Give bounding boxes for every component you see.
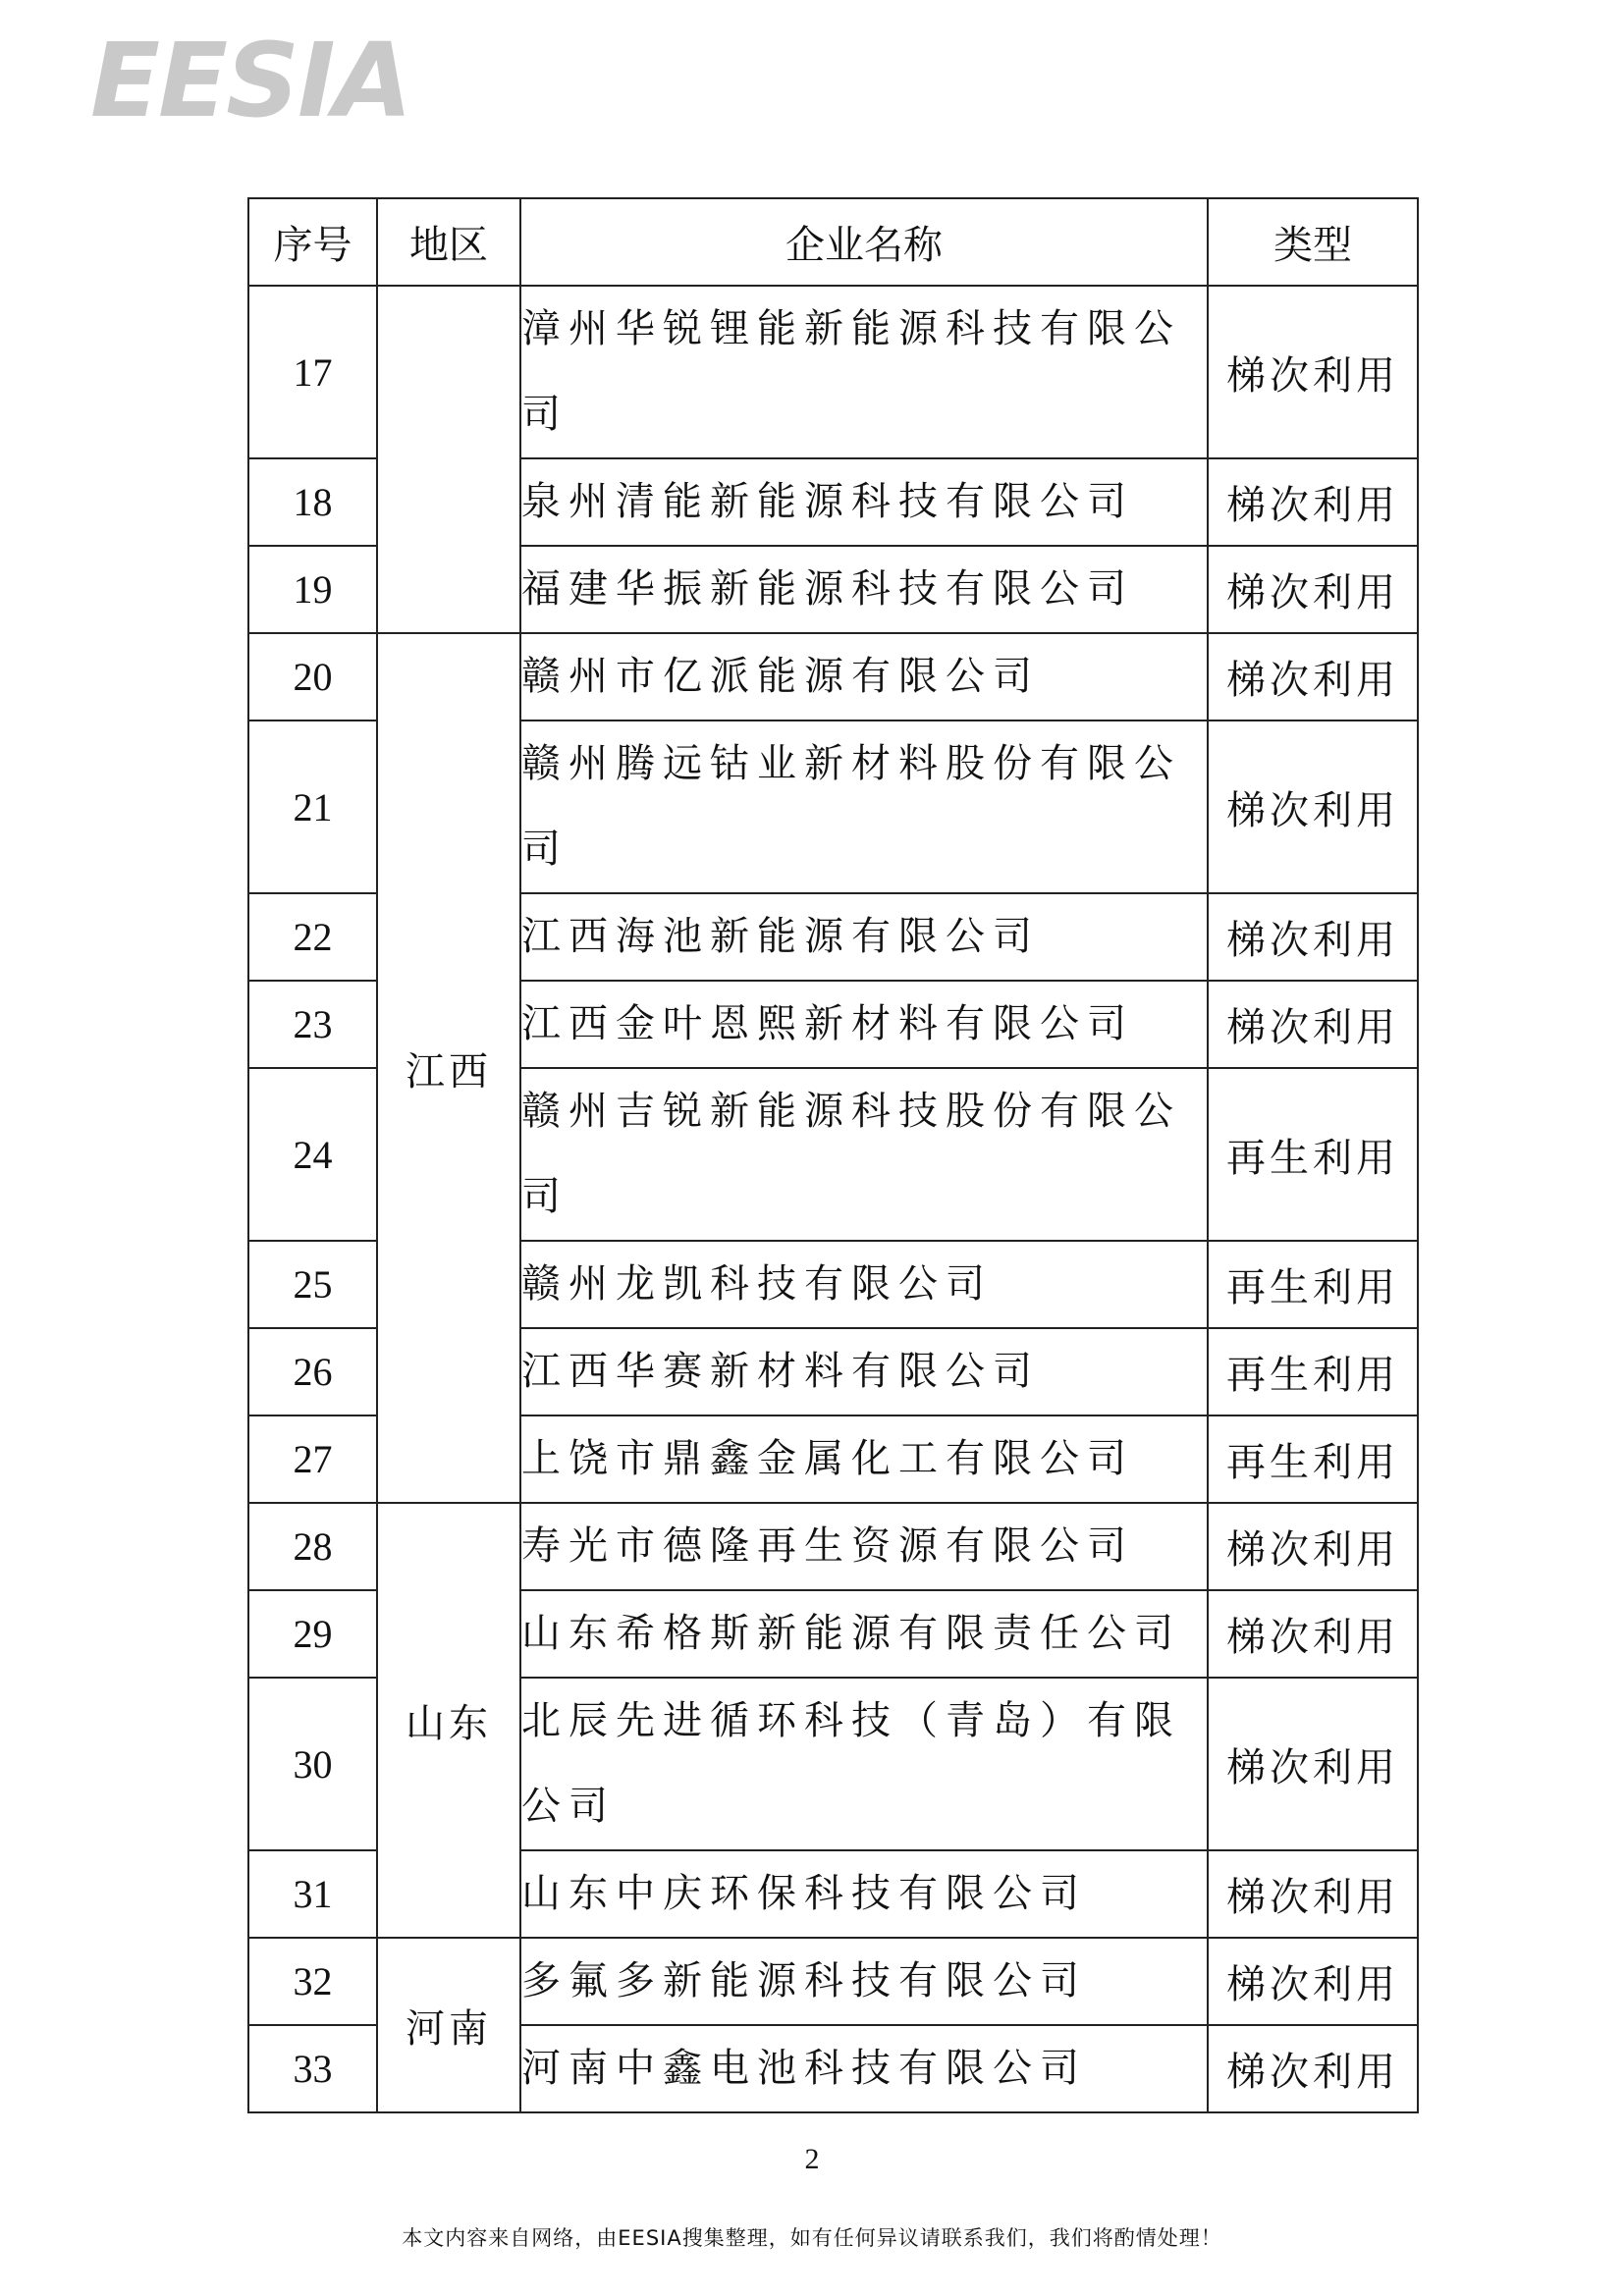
row-no: 18	[248, 458, 377, 546]
company-name: 上饶市鼎鑫金属化工有限公司	[520, 1415, 1208, 1503]
type-cell: 梯次利用	[1208, 2025, 1418, 2112]
row-no: 17	[248, 286, 377, 458]
row-no: 30	[248, 1678, 377, 1850]
row-no: 22	[248, 893, 377, 981]
table-row	[248, 1503, 1418, 1590]
page-number: 2	[804, 2143, 820, 2175]
type-cell: 再生利用	[1208, 1241, 1418, 1328]
company-name: 赣州吉锐新能源科技股份有限公司	[520, 1068, 1208, 1241]
header-type: 类型	[1208, 198, 1418, 286]
row-no: 25	[248, 1241, 377, 1328]
table-row	[248, 1938, 1418, 2025]
company-name: 寿光市德隆再生资源有限公司	[520, 1503, 1208, 1590]
header-name: 企业名称	[520, 198, 1208, 286]
type-cell: 梯次利用	[1208, 1678, 1418, 1850]
company-name: 赣州腾远钴业新材料股份有限公司	[520, 721, 1208, 893]
row-no: 26	[248, 1328, 377, 1415]
header-no: 序号	[248, 198, 377, 286]
type-cell: 梯次利用	[1208, 286, 1418, 458]
table-row	[248, 286, 1418, 458]
row-no: 29	[248, 1590, 377, 1678]
company-name: 赣州市亿派能源有限公司	[520, 633, 1208, 721]
table-header-row	[248, 198, 1418, 286]
row-no: 21	[248, 721, 377, 893]
row-no: 32	[248, 1938, 377, 2025]
row-no: 28	[248, 1503, 377, 1590]
region-cell-henan: 河南	[377, 1938, 520, 2112]
type-cell: 梯次利用	[1208, 458, 1418, 546]
company-name: 山东希格斯新能源有限责任公司	[520, 1590, 1208, 1678]
company-name: 江西金叶恩熙新材料有限公司	[520, 981, 1208, 1068]
company-name: 多氟多新能源科技有限公司	[520, 1938, 1208, 2025]
type-cell: 梯次利用	[1208, 1850, 1418, 1938]
company-name: 北辰先进循环科技（青岛）有限公司	[520, 1678, 1208, 1850]
type-cell: 梯次利用	[1208, 546, 1418, 633]
eesia-logo: EESIA	[90, 21, 411, 140]
row-no: 31	[248, 1850, 377, 1938]
row-no: 19	[248, 546, 377, 633]
footer-disclaimer: 本文内容来自网络，由EESIA搜集整理，如有任何异议请联系我们，我们将酌情处理！	[402, 2226, 1222, 2250]
type-cell: 梯次利用	[1208, 1503, 1418, 1590]
type-cell: 再生利用	[1208, 1068, 1418, 1241]
row-no: 33	[248, 2025, 377, 2112]
type-cell: 梯次利用	[1208, 893, 1418, 981]
type-cell: 再生利用	[1208, 1328, 1418, 1415]
region-cell-jiangxi: 江西	[377, 633, 520, 1503]
company-name: 福建华振新能源科技有限公司	[520, 546, 1208, 633]
company-name: 河南中鑫电池科技有限公司	[520, 2025, 1208, 2112]
type-cell: 再生利用	[1208, 1415, 1418, 1503]
company-name: 江西华赛新材料有限公司	[520, 1328, 1208, 1415]
table-row	[248, 633, 1418, 721]
company-name: 赣州龙凯科技有限公司	[520, 1241, 1208, 1328]
company-name: 泉州清能新能源科技有限公司	[520, 458, 1208, 546]
type-cell: 梯次利用	[1208, 981, 1418, 1068]
type-cell: 梯次利用	[1208, 721, 1418, 893]
row-no: 24	[248, 1068, 377, 1241]
type-cell: 梯次利用	[1208, 1590, 1418, 1678]
company-name: 江西海池新能源有限公司	[520, 893, 1208, 981]
company-name: 山东中庆环保科技有限公司	[520, 1850, 1208, 1938]
region-cell-fujian	[377, 286, 520, 633]
company-name: 漳州华锐锂能新能源科技有限公司	[520, 286, 1208, 458]
header-region: 地区	[377, 198, 520, 286]
row-no: 23	[248, 981, 377, 1068]
type-cell: 梯次利用	[1208, 633, 1418, 721]
row-no: 27	[248, 1415, 377, 1503]
region-cell-shandong: 山东	[377, 1503, 520, 1938]
type-cell: 梯次利用	[1208, 1938, 1418, 2025]
row-no: 20	[248, 633, 377, 721]
enterprise-table	[247, 197, 1419, 2113]
